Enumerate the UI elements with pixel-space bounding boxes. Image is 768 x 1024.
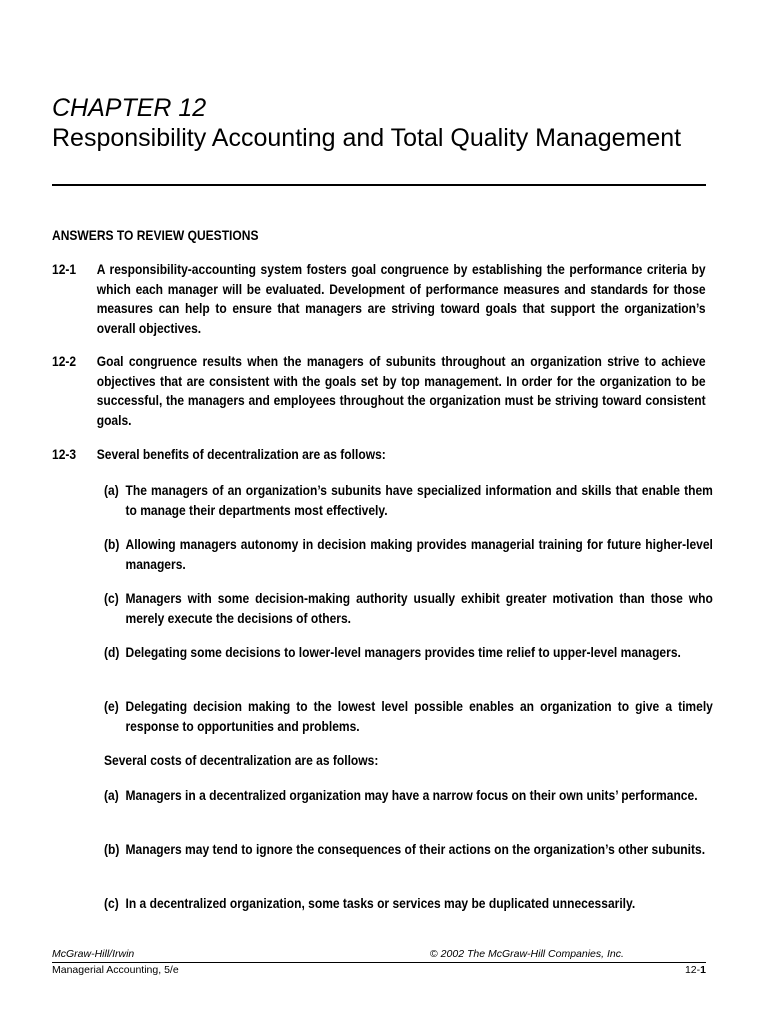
question-number: 12-2 (52, 353, 77, 369)
chapter-title: Responsibility Accounting and Total Quality Management (52, 124, 682, 152)
item-text: Allowing managers autonomy in decision making provides managerial training for future higher-level managers. (125, 536, 713, 572)
item-letter: (c) (104, 895, 119, 911)
chapter-label: CHAPTER 12 (52, 94, 207, 122)
item-text: In a decentralized organization, some tasks or services may be duplicated unnecessarily. (125, 895, 636, 911)
copyright-icon: © (430, 948, 438, 960)
item-letter: (a) (104, 482, 119, 498)
item-letter: (d) (104, 644, 120, 660)
footer-divider (52, 962, 706, 963)
item-text: Managers may tend to ignore the consequences of their actions on the organization’s other subunits. (125, 841, 706, 857)
question-answer: A responsibility-accounting system fosters goal congruence by establishing the performance criteria by which each manager will be evaluated. Development of performance measures and standards for those measures can help to ensure that managers are striving toward goals that support the organization’s overall objectives. (96, 261, 706, 336)
page-prefix: 12- (684, 964, 701, 976)
item-letter: (e) (104, 698, 119, 714)
item-text: Delegating decision making to the lowest level possible enables an organization to give a timely response to opportunities and problems. (125, 698, 713, 734)
question-answer: Goal congruence results when the managers of subunits throughout an organization strive to achieve objectives that are consistent with the goals set by top management. In order for the organization to be successful, the managers and employees throughout the organization must be striving toward consistent goals. (96, 353, 706, 428)
footer-page-number (607, 964, 706, 977)
item-letter: (b) (104, 536, 120, 552)
footer-copyright (430, 948, 624, 961)
item-text: The managers of an organization’s subunits have specialized information and skills that enable them to manage their departments most effectively. (125, 482, 713, 518)
section-heading: ANSWERS TO REVIEW QUESTIONS (52, 227, 259, 243)
item-letter: (a) (104, 787, 119, 803)
footer-book-title: Managerial Accounting, 5/e (52, 964, 179, 976)
question-number: 12-1 (52, 261, 77, 277)
footer-publisher: McGraw-Hill/Irwin (52, 948, 135, 960)
item-text: Delegating some decisions to lower-level managers provides time relief to upper-level managers. (125, 644, 681, 660)
item-text: Managers with some decision-making authority usually exhibit greater motivation than those who merely execute the decisions of others. (125, 590, 713, 626)
item-letter: (b) (104, 841, 120, 857)
copyright-text: 2002 The McGraw-Hill Companies, Inc. (440, 948, 624, 960)
costs-intro: Several costs of decentralization are as follows: (104, 752, 379, 768)
page-number: 1 (700, 964, 706, 976)
item-text: Managers in a decentralized organization may have a narrow focus on their own units’ performance. (125, 787, 698, 803)
question-answer: Several benefits of decentralization are as follows: (96, 446, 386, 462)
item-letter: (c) (104, 590, 119, 606)
question-number: 12-3 (52, 446, 77, 462)
title-divider (52, 184, 706, 186)
